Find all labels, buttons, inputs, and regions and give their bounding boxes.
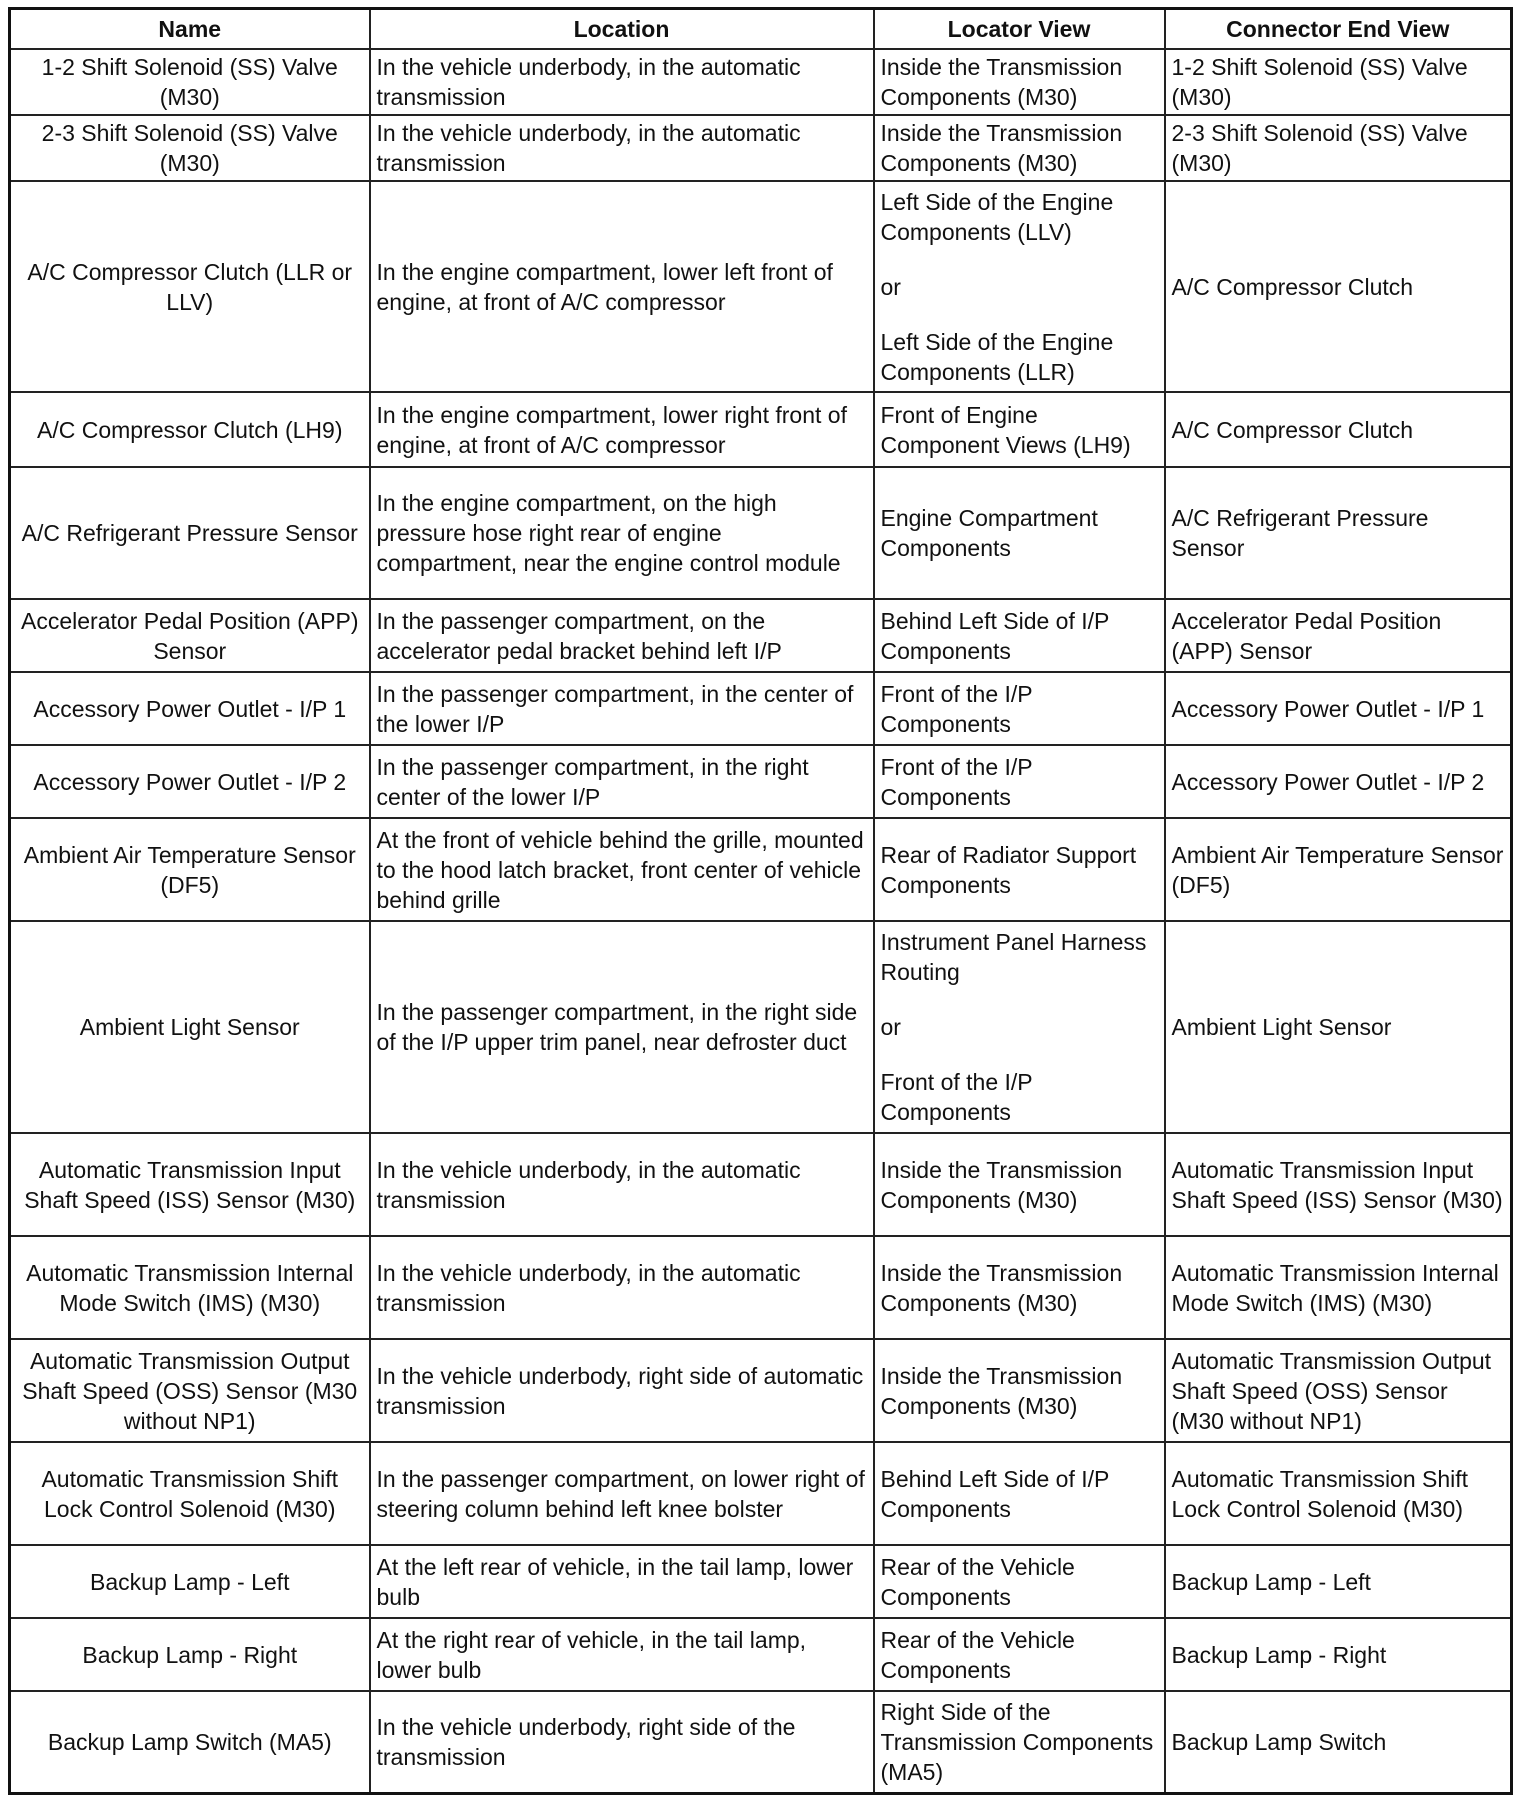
cell-location: In the engine compartment, lower right front of engine, at front of A/C compressor (370, 392, 874, 467)
cell-name: A/C Refrigerant Pressure Sensor (10, 467, 370, 599)
cell-locator-view (874, 115, 1165, 181)
cell-name: Backup Lamp - Right (10, 1618, 370, 1691)
locator-view-text: Rear of the Vehicle Components (880, 1626, 1075, 1683)
locator-view-text: Front of Engine Component Views (LH9) (880, 401, 1131, 458)
cell-location: In the passenger compartment, on lower right of steering column behind left knee bolster (370, 1442, 874, 1545)
cell-location: In the engine compartment, lower left front of engine, at front of A/C compressor (370, 181, 874, 392)
cell-name: Accessory Power Outlet - I/P 1 (10, 672, 370, 745)
cell-locator-view (874, 1442, 1165, 1545)
cell-connector-end-view: A/C Refrigerant Pressure Sensor (1165, 467, 1512, 599)
cell-locator-view (874, 921, 1165, 1133)
table-row (10, 745, 1512, 818)
table-row (10, 1618, 1512, 1691)
table-row (10, 1133, 1512, 1236)
cell-connector-end-view: Accessory Power Outlet - I/P 1 (1165, 672, 1512, 745)
cell-locator-view (874, 1339, 1165, 1442)
cell-location: In the vehicle underbody, right side of automatic transmission (370, 1339, 874, 1442)
header-row (10, 9, 1512, 50)
cell-name: Backup Lamp - Left (10, 1545, 370, 1618)
component-locator-table-container (8, 7, 1510, 1795)
cell-locator-view (874, 672, 1165, 745)
table-row (10, 599, 1512, 672)
cell-connector-end-view: Ambient Light Sensor (1165, 921, 1512, 1133)
cell-connector-end-view: A/C Compressor Clutch (1165, 181, 1512, 392)
cell-location: In the vehicle underbody, in the automatic transmission (370, 49, 874, 115)
locator-view-text: Behind Left Side of I/P Components (880, 607, 1109, 664)
header-connector-end-view: Connector End View (1165, 9, 1512, 50)
locator-view-text: Right Side of the Transmission Components (MA5) (880, 1698, 1154, 1785)
table-row (10, 467, 1512, 599)
cell-locator-view (874, 1133, 1165, 1236)
cell-connector-end-view: A/C Compressor Clutch (1165, 392, 1512, 467)
cell-location: In the engine compartment, on the high pressure hose right rear of engine compartment, near the engine control module (370, 467, 874, 599)
locator-view-or: or (880, 273, 901, 300)
table-body (10, 49, 1512, 1793)
cell-locator-view (874, 392, 1165, 467)
cell-name: A/C Compressor Clutch (LH9) (10, 392, 370, 467)
table-row (10, 115, 1512, 181)
cell-location: In the passenger compartment, in the right side of the I/P upper trim panel, near defroster duct (370, 921, 874, 1133)
cell-locator-view (874, 818, 1165, 921)
locator-view-text: Inside the Transmission Components (M30) (880, 1362, 1123, 1419)
locator-view-text: Rear of the Vehicle Components (880, 1553, 1075, 1610)
header-name: Name (10, 9, 370, 50)
locator-view-text: Behind Left Side of I/P Components (880, 1465, 1109, 1522)
table-row (10, 392, 1512, 467)
table-row (10, 921, 1512, 1133)
cell-location: In the passenger compartment, in the center of the lower I/P (370, 672, 874, 745)
table-row (10, 49, 1512, 115)
cell-connector-end-view: Backup Lamp - Left (1165, 1545, 1512, 1618)
cell-name: Automatic Transmission Input Shaft Speed (ISS) Sensor (M30) (10, 1133, 370, 1236)
locator-view-text: Rear of Radiator Support Components (880, 841, 1137, 898)
cell-locator-view (874, 1545, 1165, 1618)
cell-name: Backup Lamp Switch (MA5) (10, 1691, 370, 1793)
cell-location: In the vehicle underbody, in the automatic transmission (370, 1133, 874, 1236)
table-row (10, 1691, 1512, 1793)
header-locator-view: Locator View (874, 9, 1165, 50)
cell-name: Automatic Transmission Output Shaft Speed (OSS) Sensor (M30 without NP1) (10, 1339, 370, 1442)
cell-locator-view (874, 467, 1165, 599)
cell-locator-view (874, 745, 1165, 818)
table-row (10, 672, 1512, 745)
cell-name: Ambient Light Sensor (10, 921, 370, 1133)
cell-location: At the left rear of vehicle, in the tail lamp, lower bulb (370, 1545, 874, 1618)
cell-connector-end-view: Automatic Transmission Internal Mode Switch (IMS) (M30) (1165, 1236, 1512, 1339)
cell-connector-end-view: Backup Lamp - Right (1165, 1618, 1512, 1691)
cell-locator-view (874, 599, 1165, 672)
locator-view-text: Front of the I/P Components (880, 753, 1033, 810)
cell-name: 1-2 Shift Solenoid (SS) Valve (M30) (10, 49, 370, 115)
cell-location: At the right rear of vehicle, in the tail lamp, lower bulb (370, 1618, 874, 1691)
cell-locator-view (874, 1691, 1165, 1793)
locator-view-text: Engine Compartment Components (880, 505, 1098, 561)
locator-view-or: or (880, 1014, 901, 1040)
locator-view-text: Front of the I/P Components (880, 1069, 1033, 1125)
table-row (10, 1442, 1512, 1545)
locator-view-text: Left Side of the Engine Components (LLV) (880, 188, 1114, 245)
cell-connector-end-view: Ambient Air Temperature Sensor (DF5) (1165, 818, 1512, 921)
cell-connector-end-view: Accessory Power Outlet - I/P 2 (1165, 745, 1512, 818)
locator-view-text: Inside the Transmission Components (M30) (880, 54, 1123, 110)
table-row (10, 181, 1512, 392)
cell-name: Automatic Transmission Shift Lock Control Solenoid (M30) (10, 1442, 370, 1545)
cell-connector-end-view: Automatic Transmission Output Shaft Speed (OSS) Sensor (M30 without NP1) (1165, 1339, 1512, 1442)
table-row (10, 1545, 1512, 1618)
cell-location: In the vehicle underbody, in the automatic transmission (370, 1236, 874, 1339)
cell-location: At the front of vehicle behind the grille, mounted to the hood latch bracket, front center of vehicle behind grille (370, 818, 874, 921)
locator-view-text: Inside the Transmission Components (M30) (880, 1156, 1123, 1213)
cell-locator-view (874, 1236, 1165, 1339)
table-row (10, 1236, 1512, 1339)
cell-connector-end-view: Backup Lamp Switch (1165, 1691, 1512, 1793)
locator-view-text: Left Side of the Engine Components (LLR) (880, 328, 1114, 385)
cell-locator-view (874, 181, 1165, 392)
locator-view-text: Inside the Transmission Components (M30) (880, 120, 1123, 176)
table-row (10, 818, 1512, 921)
locator-view-text: Inside the Transmission Components (M30) (880, 1259, 1123, 1316)
cell-name: Accessory Power Outlet - I/P 2 (10, 745, 370, 818)
cell-connector-end-view: 2-3 Shift Solenoid (SS) Valve (M30) (1165, 115, 1512, 181)
cell-location: In the vehicle underbody, in the automatic transmission (370, 115, 874, 181)
cell-locator-view (874, 49, 1165, 115)
cell-connector-end-view: Accelerator Pedal Position (APP) Sensor (1165, 599, 1512, 672)
cell-name: Accelerator Pedal Position (APP) Sensor (10, 599, 370, 672)
cell-name: Automatic Transmission Internal Mode Switch (IMS) (M30) (10, 1236, 370, 1339)
cell-name: A/C Compressor Clutch (LLR or LLV) (10, 181, 370, 392)
table-row (10, 1339, 1512, 1442)
cell-connector-end-view: 1-2 Shift Solenoid (SS) Valve (M30) (1165, 49, 1512, 115)
cell-name: Ambient Air Temperature Sensor (DF5) (10, 818, 370, 921)
locator-view-text: Front of the I/P Components (880, 680, 1033, 737)
locator-view-text: Instrument Panel Harness Routing (880, 929, 1147, 985)
cell-location: In the passenger compartment, in the right center of the lower I/P (370, 745, 874, 818)
header-location: Location (370, 9, 874, 50)
cell-location: In the passenger compartment, on the accelerator pedal bracket behind left I/P (370, 599, 874, 672)
cell-name: 2-3 Shift Solenoid (SS) Valve (M30) (10, 115, 370, 181)
cell-location: In the vehicle underbody, right side of the transmission (370, 1691, 874, 1793)
cell-locator-view (874, 1618, 1165, 1691)
component-locator-table (8, 7, 1513, 1795)
cell-connector-end-view: Automatic Transmission Shift Lock Control Solenoid (M30) (1165, 1442, 1512, 1545)
cell-connector-end-view: Automatic Transmission Input Shaft Speed (ISS) Sensor (M30) (1165, 1133, 1512, 1236)
